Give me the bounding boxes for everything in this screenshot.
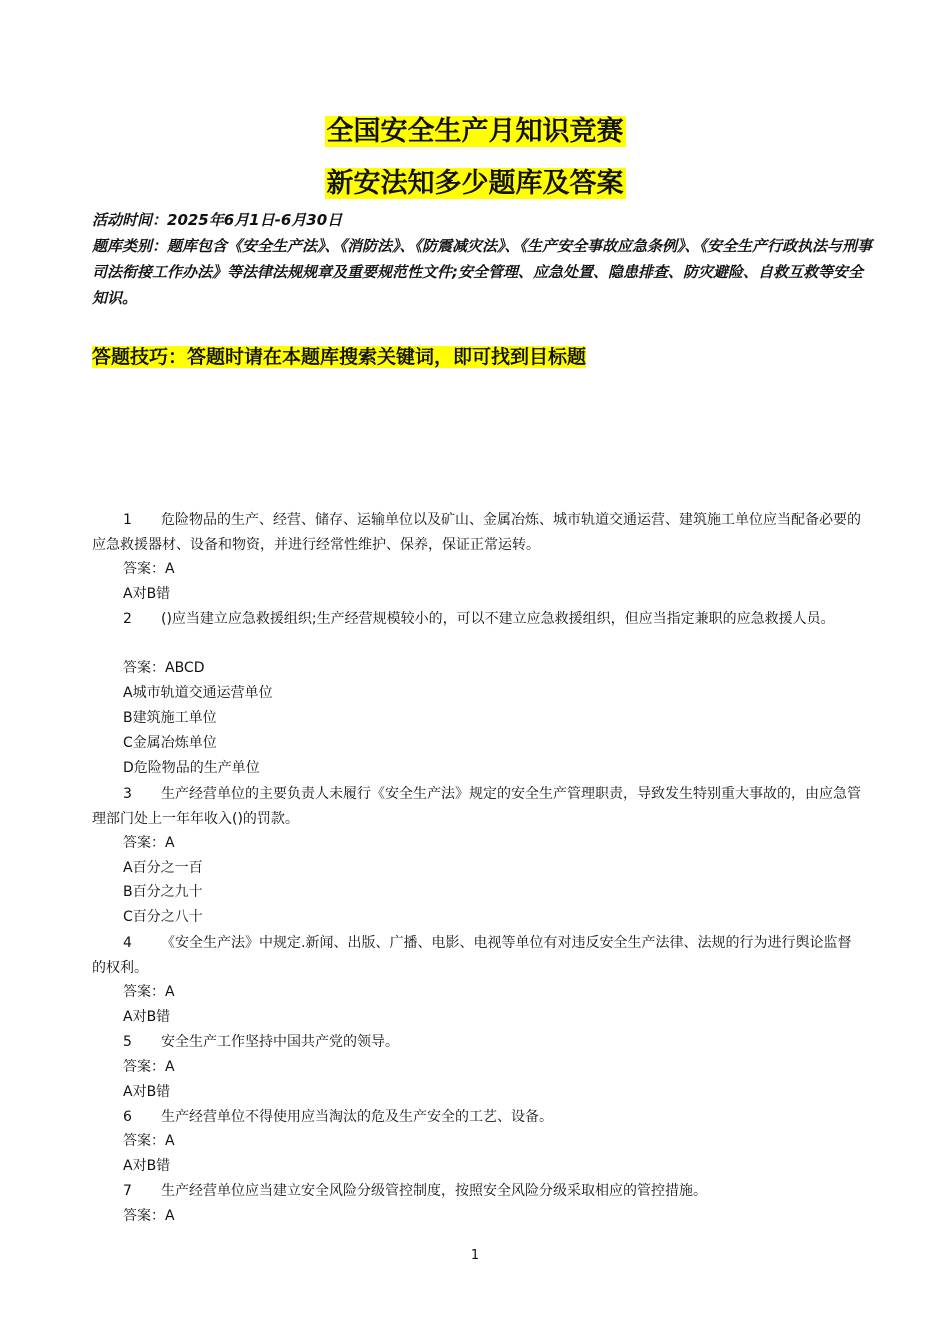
- main-title-text: 全国安全生产月知识竞赛: [326, 116, 624, 147]
- question-7-text: 生产经营单位应当建立安全风险分级管控制度，按照安全风险分级采取相应的管控措施。: [161, 1183, 707, 1199]
- question-1-option: A对B错: [123, 586, 171, 602]
- question-1-number: 1: [123, 512, 132, 528]
- question-7-answer: 答案：A: [123, 1208, 175, 1224]
- question-5-option: A对B错: [123, 1084, 171, 1100]
- question-3-option-a: A百分之一百: [123, 860, 203, 876]
- answer-tip: [92, 342, 586, 372]
- question-2-text: ()应当建立应急救援组织;生产经营规模较小的，可以不建立应急救援组织，但应当指定兼职的应急救援人员。: [161, 611, 835, 627]
- question-6-option: A对B错: [123, 1158, 171, 1174]
- question-6-text: 生产经营单位不得使用应当淘汰的危及生产安全的工艺、设备。: [161, 1109, 553, 1125]
- question-6-number: 6: [123, 1109, 132, 1125]
- question-4-number: 4: [123, 935, 132, 951]
- question-2-option-c: C金属冶炼单位: [123, 735, 217, 751]
- sub-title: [0, 166, 950, 202]
- activity-time: 活动时间：2025年6月1日-6月30日: [92, 211, 343, 229]
- main-title: [0, 114, 950, 150]
- question-4-text: 《安全生产法》中规定.新闻、出版、广播、电影、电视等单位有对违反安全生产法律、法规的行为进行舆论监督的权利。: [92, 935, 852, 976]
- question-5-number: 5: [123, 1034, 132, 1050]
- question-2-option-a: A城市轨道交通运营单位: [123, 685, 273, 701]
- question-4-answer: 答案：A: [123, 984, 175, 1000]
- question-1-answer: 答案：A: [123, 561, 175, 577]
- page-number: 1: [470, 1248, 480, 1263]
- question-3-option-c: C百分之八十: [123, 909, 203, 925]
- sub-title-text: 新安法知多少题库及答案: [326, 168, 624, 199]
- question-2-number: 2: [123, 611, 132, 627]
- question-5-text: 安全生产工作坚持中国共产党的领导。: [161, 1034, 399, 1050]
- question-4-option: A对B错: [123, 1009, 171, 1025]
- question-3-text: 生产经营单位的主要负责人未履行《安全生产法》规定的安全生产管理职责，导致发生特别重大事故的，由应急管理部门处上一年年收入()的罚款。: [92, 786, 861, 827]
- answer-tip-text: 答题技巧：答题时请在本题库搜索关键词，即可找到目标题: [92, 346, 587, 368]
- question-5-answer: 答案：A: [123, 1059, 175, 1075]
- question-7-number: 7: [123, 1183, 132, 1199]
- question-2-option-d: D危险物品的生产单位: [123, 760, 260, 776]
- question-3-number: 3: [123, 786, 132, 802]
- question-2-option-b: B建筑施工单位: [123, 710, 217, 726]
- category-description: 题库类别：题库包含《安全生产法》、《消防法》、《防震减灾法》、《生产安全事故应急条例》、《安全生产行政执法与刑事司法衔接工作办法》等法律法规规章及重要规范性文件;安全管理、应急处置、隐患排查、防灾避险、自救互救等安全知识。: [92, 237, 873, 307]
- question-3-answer: 答案：A: [123, 835, 175, 851]
- question-1-text: 危险物品的生产、经营、储存、运输单位以及矿山、金属冶炼、城市轨道交通运营、建筑施工单位应当配备必要的应急救援器材、设备和物资，并进行经常性维护、保养，保证正常运转。: [92, 512, 861, 553]
- question-3-option-b: B百分之九十: [123, 884, 203, 900]
- question-2-answer: 答案：ABCD: [123, 660, 205, 676]
- question-6-answer: 答案：A: [123, 1133, 175, 1149]
